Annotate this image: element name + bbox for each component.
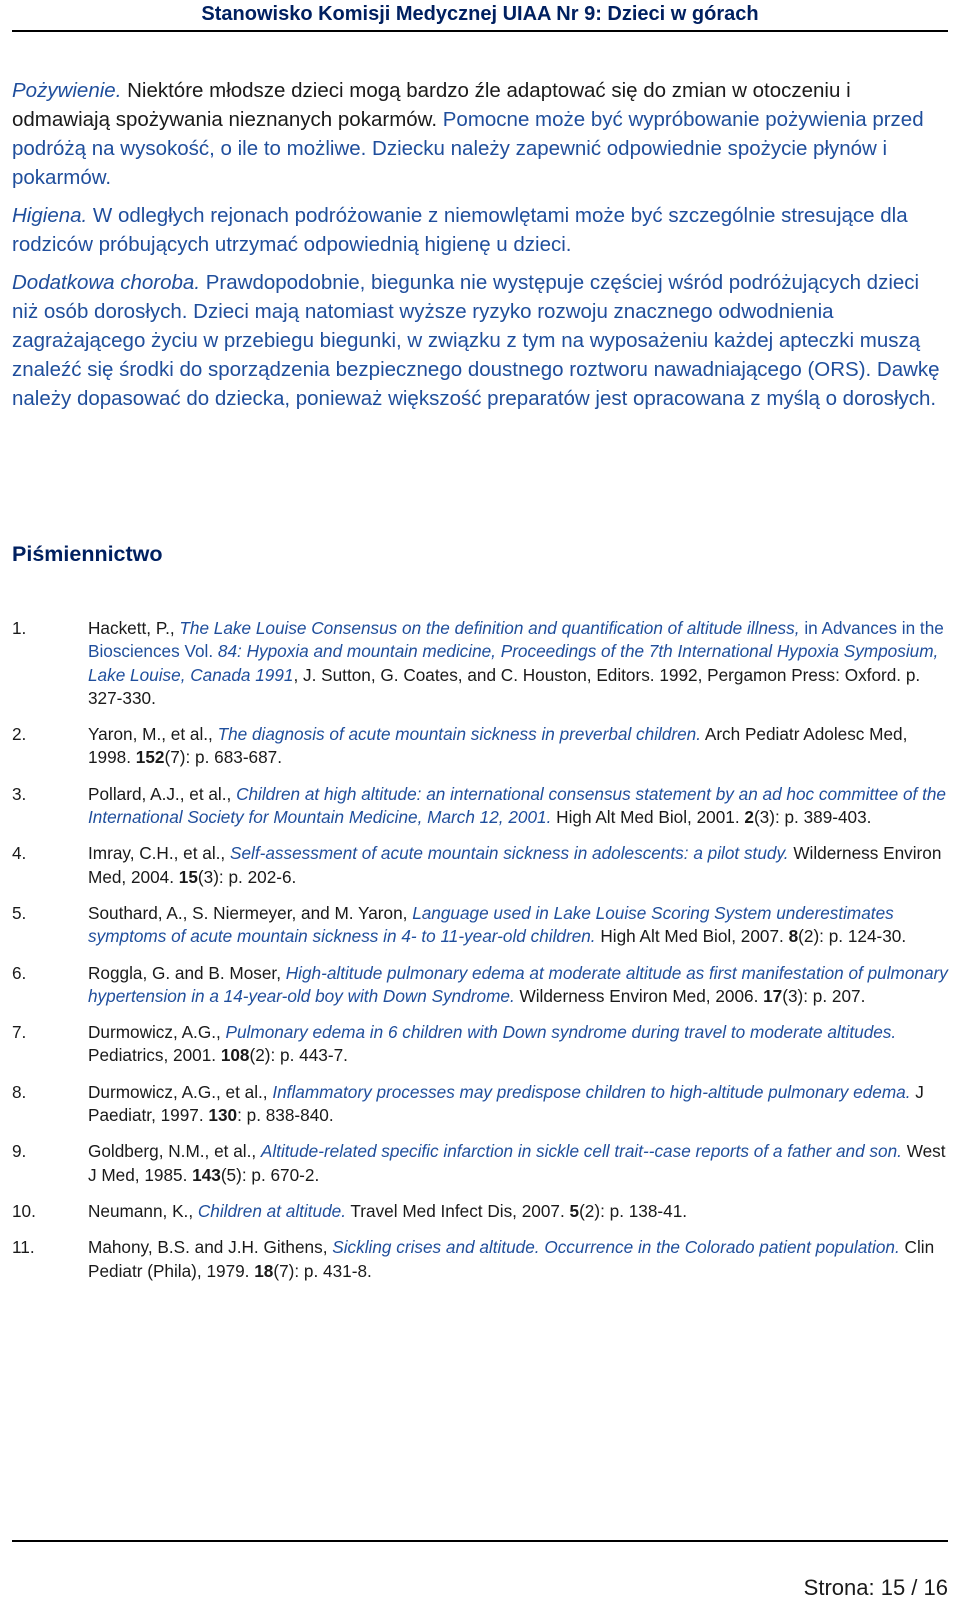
reference-item [12, 902, 948, 949]
footer-divider [12, 1540, 948, 1542]
reference-number: 11. [12, 1237, 35, 1258]
paragraph-lead: Higiena. [12, 204, 88, 227]
reference-journal: High Alt Med Biol, 2007. [595, 926, 789, 947]
paragraph-text: W odległych rejonach podróżowanie z niemowlętami może być szczególnie stresujące dla rodziców próbujących utrzymać odpowiednią higienę u dzieci. [12, 204, 908, 256]
reference-number: 3. [12, 783, 27, 804]
paragraph-text: Niektóre młodsze dzieci mogą bardzo źle adaptować się do zmian w otoczeniu i odmawiają spożywania nieznanych pokarmów. [12, 79, 851, 131]
reference-title: Children at high altitude: an international consensus statement by an ad hoc committee of the International Society for Mountain Medicine, March 12, 2001. [88, 783, 946, 828]
reference-title: Children at altitude. [197, 1200, 346, 1221]
reference-number: 5. [12, 902, 27, 923]
reference-authors: Pollard, A.J., et al., [88, 783, 237, 804]
reference-authors: Goldberg, N.M., et al., [88, 1141, 261, 1162]
reference-journal: Arch Pediatr Adolesc Med, 1998. [88, 724, 908, 768]
reference-journal: Travel Med Infect Dis, 2007. [345, 1200, 570, 1221]
reference-volume: 17 [763, 985, 783, 1006]
reference-journal: West J Med, 1985. [88, 1141, 946, 1185]
reference-title: High-altitude pulmonary edema at moderate altitude as first manifestation of pulmonary hypertension in a 14-year-old boy with Down Syndrome. [88, 962, 948, 1006]
paragraph-lead: Dodatkowa choroba. [12, 271, 201, 294]
reference-title: The diagnosis of acute mountain sickness in preverbal children. [217, 724, 702, 745]
reference-volume: 15 [178, 866, 198, 887]
reference-journal: J Paediatr, 1997. [88, 1081, 924, 1126]
reference-journal: Wilderness Environ Med, 2004. [88, 843, 942, 887]
paragraph-illness [12, 268, 948, 413]
reference-pages: (2): p. 124-30. [798, 926, 907, 947]
reference-number: 7. [12, 1022, 27, 1043]
reference-number: 9. [12, 1141, 27, 1162]
reference-journal: Clin Pediatr (Phila), 1979. [88, 1237, 935, 1281]
reference-number: 4. [12, 843, 27, 864]
paragraph-lead: Pożywienie. [12, 79, 122, 102]
reference-item [12, 842, 948, 889]
reference-number: 1. [12, 618, 27, 638]
reference-number: 10. [12, 1200, 36, 1221]
reference-volume: 143 [192, 1164, 221, 1185]
reference-item [12, 1081, 948, 1128]
reference-volume: 130 [208, 1105, 238, 1126]
references-list [12, 617, 948, 1296]
reference-item [12, 783, 948, 830]
reference-title: 84: Hypoxia and mountain medicine, Proceedings of the 7th International Hypoxia Symposium, Lake Louise, Canada 1991 [88, 641, 939, 685]
reference-title: Sickling crises and altitude. Occurrence in the Colorado patient population. [332, 1237, 900, 1258]
reference-pages: (5): p. 670-2. [220, 1164, 320, 1185]
reference-item [12, 617, 948, 710]
reference-item [12, 1021, 948, 1068]
reference-authors: Southard, A., S. Niermeyer, and M. Yaron, [88, 902, 413, 923]
reference-pages: (2): p. 138-41. [579, 1200, 688, 1221]
reference-item [12, 1236, 948, 1283]
reference-item [12, 1200, 948, 1223]
reference-item [12, 962, 948, 1009]
reference-authors: Durmowicz, A.G., et al., [88, 1081, 273, 1102]
reference-number: 2. [12, 724, 27, 745]
reference-title: Pulmonary edema in 6 children with Down syndrome during travel to moderate altitudes. [225, 1022, 897, 1043]
reference-pages: (2): p. 443-7. [249, 1045, 348, 1066]
reference-volume: 5 [569, 1200, 580, 1221]
reference-authors: Hackett, P., [88, 618, 180, 638]
reference-journal: Pediatrics, 2001. [88, 1045, 221, 1066]
reference-pages: (7): p. 683-687. [164, 747, 283, 768]
reference-title: Language used in Lake Louise Scoring System underestimates symptoms of acute mountain sickness in 4- to 11-year-old children. [88, 902, 894, 947]
reference-title: Self-assessment of acute mountain sickness in adolescents: a pilot study. [229, 843, 789, 864]
reference-number: 6. [12, 962, 27, 983]
reference-volume: 18 [254, 1260, 274, 1281]
paragraph-food [12, 76, 948, 192]
reference-authors: Mahony, B.S. and J.H. Githens, [88, 1237, 333, 1258]
reference-journal: High Alt Med Biol, 2001. [551, 807, 745, 828]
reference-title: Altitude-related specific infarction in sickle cell trait--case reports of a father and son. [260, 1141, 902, 1162]
reference-volume: 152 [135, 747, 165, 768]
page-header: Stanowisko Komisji Medycznej UIAA Nr 9: Dzieci w górach [201, 3, 759, 25]
reference-title: Inflammatory processes may predispose children to high-altitude pulmonary edema. [272, 1081, 911, 1102]
reference-volume: 8 [788, 926, 799, 947]
reference-authors: Roggla, G. and B. Moser, [88, 962, 286, 983]
reference-authors: Imray, C.H., et al., [88, 843, 230, 864]
reference-authors: Yaron, M., et al., [88, 724, 218, 745]
reference-pages: : p. 838-840. [237, 1105, 334, 1126]
reference-volume: 108 [220, 1045, 250, 1066]
paragraph-text: Prawdopodobnie, biegunka nie występuje częściej wśród podróżujących dzieci niż osób dorosłych. Dzieci mają natomiast wyższe ryzyko rozwoju znacznego odwodnienia zagrażającego życiu w przebiegu biegunki, w związku z tym na wyposażeniu każdej apteczki muszą znaleźć się środki do sporządzenia bezpiecznego doustnego roztworu nawadniającego (ORS). Dawkę należy dopasować do dziecka, ponieważ większość preparatów jest opracowana z myślą o dorosłych. [12, 271, 940, 410]
reference-authors: Neumann, K., [88, 1200, 198, 1221]
page-number: Strona: 15 / 16 [803, 1575, 948, 1600]
paragraph-hygiene [12, 201, 948, 259]
reference-text: , J. Sutton, G. Coates, and C. Houston, Editors. 1992, Pergamon Press: Oxford. p. 327-330. [88, 664, 921, 708]
reference-number: 8. [12, 1081, 27, 1102]
paragraph-text-blue: Pomocne może być wypróbowanie pożywienia przed podróżą na wysokość, o ile to możliwe. Dziecku należy zapewnić odpowiednie spożycie płynów i pokarmów. [12, 108, 924, 189]
references-heading: Piśmiennictwo [12, 542, 163, 566]
header-divider [12, 30, 948, 32]
reference-title: The Lake Louise Consensus on the definition and quantification of altitude illness, [179, 618, 805, 638]
reference-item [12, 1140, 948, 1187]
reference-item [12, 723, 948, 770]
reference-text: in Advances in the Biosciences Vol. [88, 618, 944, 662]
reference-journal: Wilderness Environ Med, 2006. [514, 985, 764, 1006]
body-text [12, 76, 948, 422]
reference-pages: (3): p. 389-403. [753, 807, 872, 828]
reference-authors: Durmowicz, A.G., [88, 1022, 226, 1043]
reference-pages: (3): p. 207. [782, 985, 866, 1006]
reference-volume: 2 [744, 807, 754, 828]
reference-pages: (3): p. 202-6. [197, 866, 297, 887]
reference-pages: (7): p. 431-8. [273, 1260, 372, 1281]
